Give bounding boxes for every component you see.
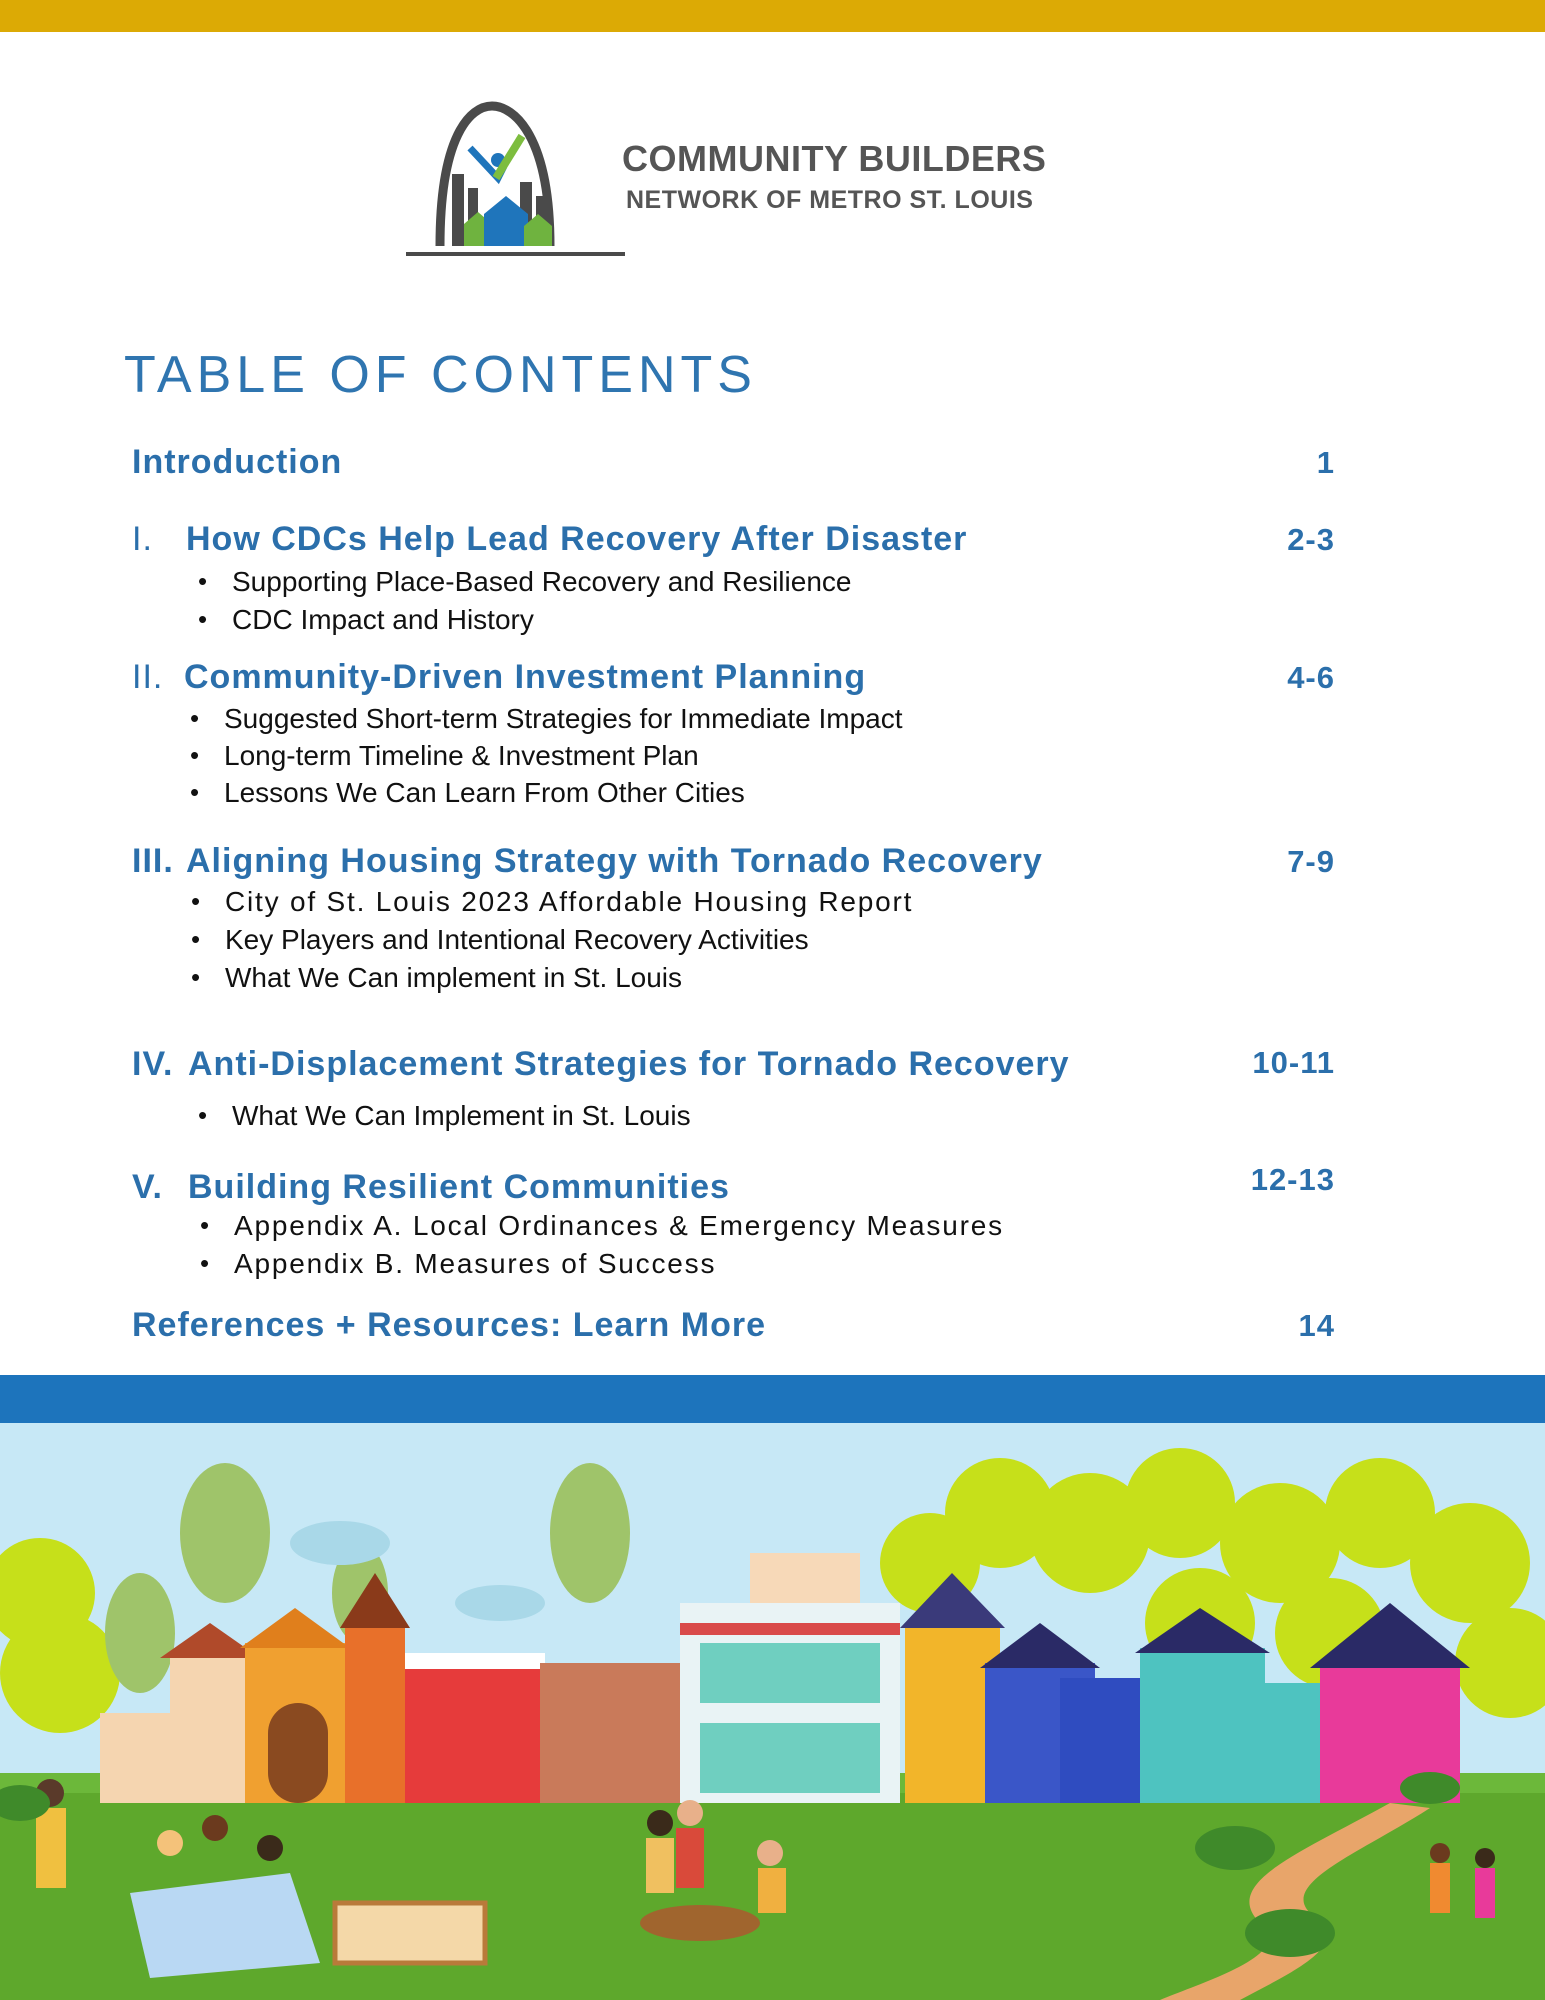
toc-section-2-page: 4-6: [1287, 660, 1335, 695]
section-title: Building Resilient Communities: [188, 1168, 730, 1206]
section-numeral: IV.: [132, 1045, 174, 1083]
toc-subitem[interactable]: • Lessons We Can Learn From Other Cities: [224, 777, 745, 809]
toc-subitem[interactable]: • CDC Impact and History: [232, 604, 534, 636]
brand-subtitle: NETWORK OF METRO ST. LOUIS: [626, 186, 1034, 214]
section-title: Anti-Displacement Strategies for Tornado Recovery: [188, 1045, 1070, 1083]
toc-subitem[interactable]: • Appendix A. Local Ordinances & Emergency Measures: [234, 1210, 1004, 1242]
section-title: Aligning Housing Strategy with Tornado Recovery: [186, 842, 1043, 880]
toc-references-page: 14: [1298, 1308, 1335, 1343]
section-title: Community-Driven Investment Planning: [184, 658, 867, 696]
toc-intro-title[interactable]: Introduction: [132, 443, 343, 481]
toc-section-2[interactable]: [132, 658, 866, 697]
section-numeral: I.: [132, 520, 153, 558]
toc-section-1[interactable]: [132, 520, 967, 559]
section-divider-bar: [0, 1375, 1545, 1423]
page-title: TABLE OF CONTENTS: [124, 346, 757, 404]
toc-subitem[interactable]: • Suggested Short-term Strategies for Immediate Impact: [224, 703, 903, 735]
toc-subitem[interactable]: • Long-term Timeline & Investment Plan: [224, 740, 699, 772]
brand-name: COMMUNITY BUILDERS: [622, 138, 1047, 179]
toc-subitem[interactable]: • What We Can implement in St. Louis: [225, 962, 682, 994]
toc-references-title[interactable]: References + Resources: Learn More: [132, 1306, 766, 1344]
gateway-arch-logo-icon: [400, 96, 635, 266]
toc-section-5-page: 12-13: [1250, 1162, 1335, 1197]
toc-section-5[interactable]: [132, 1168, 730, 1207]
toc-intro-page: 1: [1316, 445, 1335, 480]
section-numeral: III.: [132, 842, 174, 880]
section-numeral: V.: [132, 1168, 164, 1206]
top-accent-bar: [0, 0, 1545, 32]
neighborhood-illustration: [0, 1423, 1545, 2000]
toc-subitem[interactable]: • City of St. Louis 2023 Affordable Housing Report: [225, 886, 913, 918]
toc-subitem[interactable]: • Supporting Place-Based Recovery and Resilience: [232, 566, 851, 598]
toc-section-3-page: 7-9: [1287, 844, 1335, 879]
toc-section-1-page: 2-3: [1287, 522, 1335, 557]
toc-subitem[interactable]: • Key Players and Intentional Recovery Activities: [225, 924, 809, 956]
section-numeral: II.: [132, 658, 164, 696]
toc-subitem[interactable]: • Appendix B. Measures of Success: [234, 1248, 716, 1280]
toc-section-4[interactable]: [132, 1045, 1070, 1084]
section-title: How CDCs Help Lead Recovery After Disaster: [186, 520, 968, 558]
brand-logo: [400, 96, 1120, 266]
toc-section-3[interactable]: [132, 842, 1043, 881]
toc-section-4-page: 10-11: [1252, 1045, 1335, 1080]
toc-subitem[interactable]: • What We Can Implement in St. Louis: [232, 1100, 691, 1132]
